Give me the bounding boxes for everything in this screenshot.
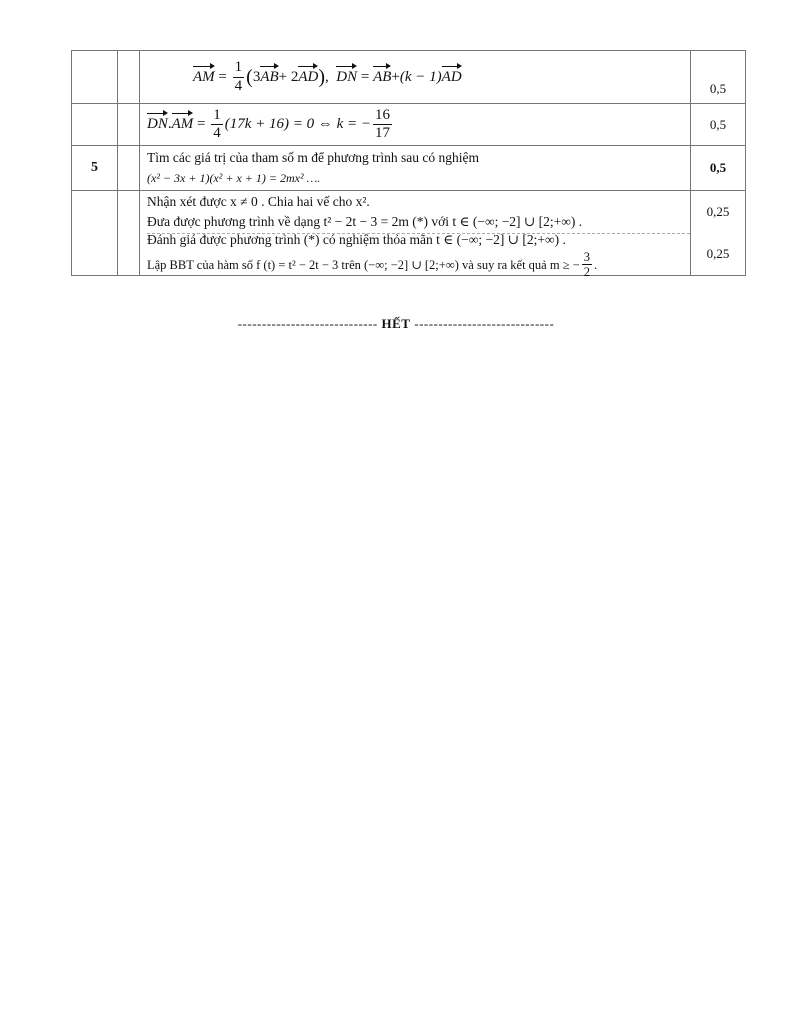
dot-product-formula: DN . AM = $\frac{1}{4}$ (17k + 16) = 0 ⇔ k = − $\frac{16}{17}$ <box>147 106 391 141</box>
question-text: Tìm các giá trị của tham số m để phương trình sau có nghiệm <box>147 150 479 165</box>
vector-am: AM <box>193 68 215 85</box>
question-number-cell <box>72 104 118 146</box>
end-label: HẾT <box>381 316 411 331</box>
vector-dn: DN <box>336 68 358 85</box>
result-fraction: $\frac{16}{17}$ <box>375 106 391 141</box>
spacer-cell <box>118 146 140 191</box>
fraction: $\frac{1}{4}$ <box>213 106 221 141</box>
score-cell <box>691 191 746 276</box>
solution-step: Đánh giá được phương trình (*) có nghiệm thỏa mãn t ∈ (−∞; −2] ∪ [2;+∞) . <box>147 231 566 247</box>
spacer-cell <box>118 191 140 276</box>
table-row <box>72 51 746 104</box>
score-cell: 0,5 <box>691 104 746 146</box>
content-cell <box>140 104 691 146</box>
table-row <box>72 146 746 191</box>
score-cell: 0,5 <box>691 146 746 191</box>
score-value: 0,25 <box>706 204 730 219</box>
spacer-cell <box>118 104 140 146</box>
content-cell <box>140 51 691 104</box>
score-cell: 0,5 <box>691 51 746 104</box>
question-number-cell: 5 <box>72 146 118 191</box>
solution-step: Đưa được phương trình về dạng t² − 2t − 3 = 2m (*) với t ∈ (−∞; −2] ∪ [2;+∞) . <box>147 214 583 229</box>
result-fraction: $\frac{3}{2}$ <box>583 249 590 279</box>
question-number-cell <box>72 51 118 104</box>
question-equation: (x² − 3x + 1)(x² + x + 1) = 2mx² …. <box>147 171 321 185</box>
grading-table <box>71 50 746 279</box>
table-row <box>72 104 746 146</box>
score-value: 0,25 <box>706 246 730 261</box>
question-number-cell <box>72 191 118 276</box>
solution-step: Lập BBT của hàm số f (t) = t² − 2t − 3 trên (−∞; −2] ∪ [2;+∞) và suy ra kết quả m ≥ − <box>147 257 580 272</box>
spacer-cell <box>118 51 140 104</box>
vector-formula: AM = $\frac{1}{4}$ ( 3 AB + 2 AD ) , DN = AB + (k − 1) AD <box>193 59 462 94</box>
content-cell <box>140 146 691 191</box>
end-marker: ----------------------------- HẾT ----------------------------- <box>237 316 555 331</box>
fraction: $\frac{1}{4}$ <box>234 59 243 94</box>
content-cell: Nhận xét được x ≠ 0 . Chia hai vế cho x². Đưa được phương trình về dạng t² − 2t − 3 = 2m (*) với t ∈ (−∞; −2] ∪ [2;+∞) . Đánh giá được phương trình (*) có nghiệm thỏa mãn t ∈ (−∞; −2] ∪ [2;+∞) . Lập BBT của hàm số f (t) = t² − 2t − 3 trên (−∞; −2] ∪ [2;+∞) và suy ra kết quả m ≥ − $\frac{3}{2}$ . <box>140 191 691 276</box>
table-row <box>72 191 746 276</box>
solution-step: Nhận xét được x ≠ 0 . Chia hai vế cho x². <box>147 194 370 209</box>
